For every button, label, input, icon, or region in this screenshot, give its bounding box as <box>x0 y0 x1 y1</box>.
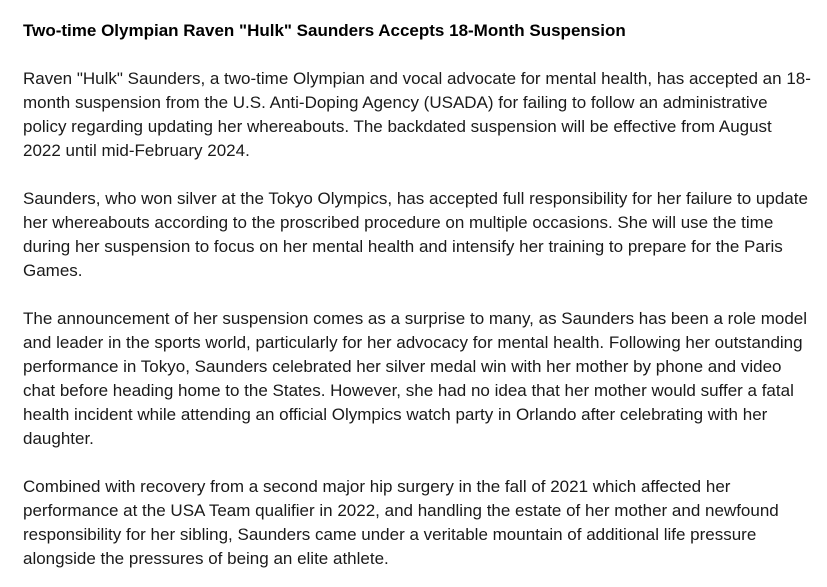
article-paragraph: The announcement of her suspension comes as a surprise to many, as Saunders has been a role model and leader in the sports world, particularly for her advocacy for mental health. Following her outstanding performance in Tokyo, Saunders celebrated her silver medal win with her mother by phone and video chat before heading home to the States. However, she had no idea that her mother would suffer a fatal health incident while attending an official Olympics watch party in Orlando after celebrating with her daughter. <box>23 309 808 448</box>
article-paragraph: Saunders, who won silver at the Tokyo Olympics, has accepted full responsibility for her failure to update her whereabouts according to the proscribed procedure on multiple occasions. She will use the time during her suspension to focus on her mental health and intensify her training to prepare for the Paris Games. <box>23 189 808 280</box>
article-paragraph: Raven "Hulk" Saunders, a two-time Olympian and vocal advocate for mental health, has accepted an 18-month suspension from the U.S. Anti-Doping Agency (USADA) for failing to follow an administrative policy regarding updating her whereabouts. The backdated suspension will be effective from August 2022 until mid-February 2024. <box>23 69 811 160</box>
article-paragraph: Combined with recovery from a second major hip surgery in the fall of 2021 which affected her performance at the USA Team qualifier in 2022, and handling the estate of her mother and newfound responsibility for her sibling, Saunders came under a veritable mountain of additional life pressure alongside the pressures of being an elite athlete. <box>23 477 779 568</box>
article <box>23 19 813 571</box>
article-title: Two-time Olympian Raven "Hulk" Saunders Accepts 18-Month Suspension <box>23 21 626 40</box>
